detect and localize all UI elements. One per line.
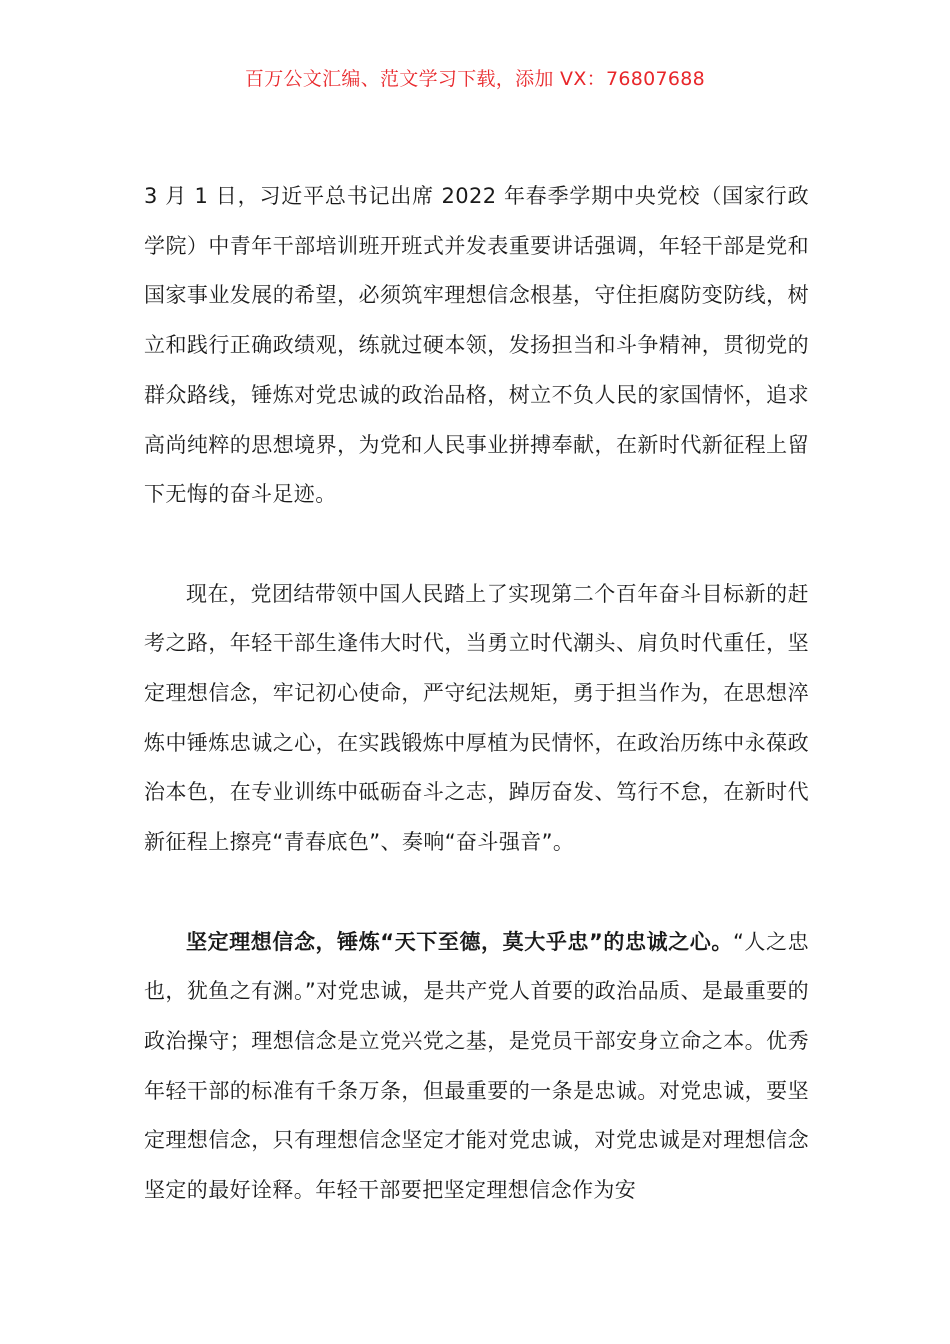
paragraph-1: 3 月 1 日，习近平总书记出席 2022 年春季学期中央党校（国家行政学院）中青年干部培训班开班式并发表重要讲话强调，年轻干部是党和国家事业发展的希望，必须筑牢理想信念根基，守住拒腐防变防线，树立和践行正确政绩观，练就过硬本领，发扬担当和斗争精神，贯彻党的群众路线，锤炼对党忠诚的政治品格，树立不负人民的家国情怀，追求高尚纯粹的思想境界，为党和人民事业拼搏奉献，在新时代新征程上留下无悔的奋斗足迹。 (144, 184, 809, 507)
header-watermark-text: 百万公文汇编、范文学习下载，添加 VX：76807688 (244, 68, 706, 90)
paragraph-3 (144, 918, 809, 1216)
document-body (144, 172, 809, 1216)
paragraph-3-text: “人之忠也，犹鱼之有渊。”对党忠诚，是共产党人首要的政治品质、是最重要的政治操守；理想信念是立党兴党之基，是党员干部安身立命之本。优秀年轻干部的标准有千条万条，但最重要的一条是忠诚。对党忠诚，要坚定理想信念，只有理想信念坚定才能对党忠诚，对党忠诚是对理想信念坚定的最好诠释。年轻干部要把坚定理想信念作为安 (144, 929, 809, 1203)
paragraph-3-heading: 坚定理想信念，锤炼“天下至德，莫大乎忠”的忠诚之心。 (186, 929, 733, 954)
paragraph-2: 现在，党团结带领中国人民踏上了实现第二个百年奋斗目标新的赶考之路，年轻干部生逢伟大时代，当勇立时代潮头、肩负时代重任，坚定理想信念，牢记初心使命，严守纪法规矩，勇于担当作为，在思想淬炼中锤炼忠诚之心，在实践锻炼中厚植为民情怀，在政治历练中永葆政治本色，在专业训练中砥砺奋斗之志，踔厉奋发、笃行不怠，在新时代新征程上擦亮“青春底色”、奏响“奋斗强音”。 (144, 581, 809, 855)
